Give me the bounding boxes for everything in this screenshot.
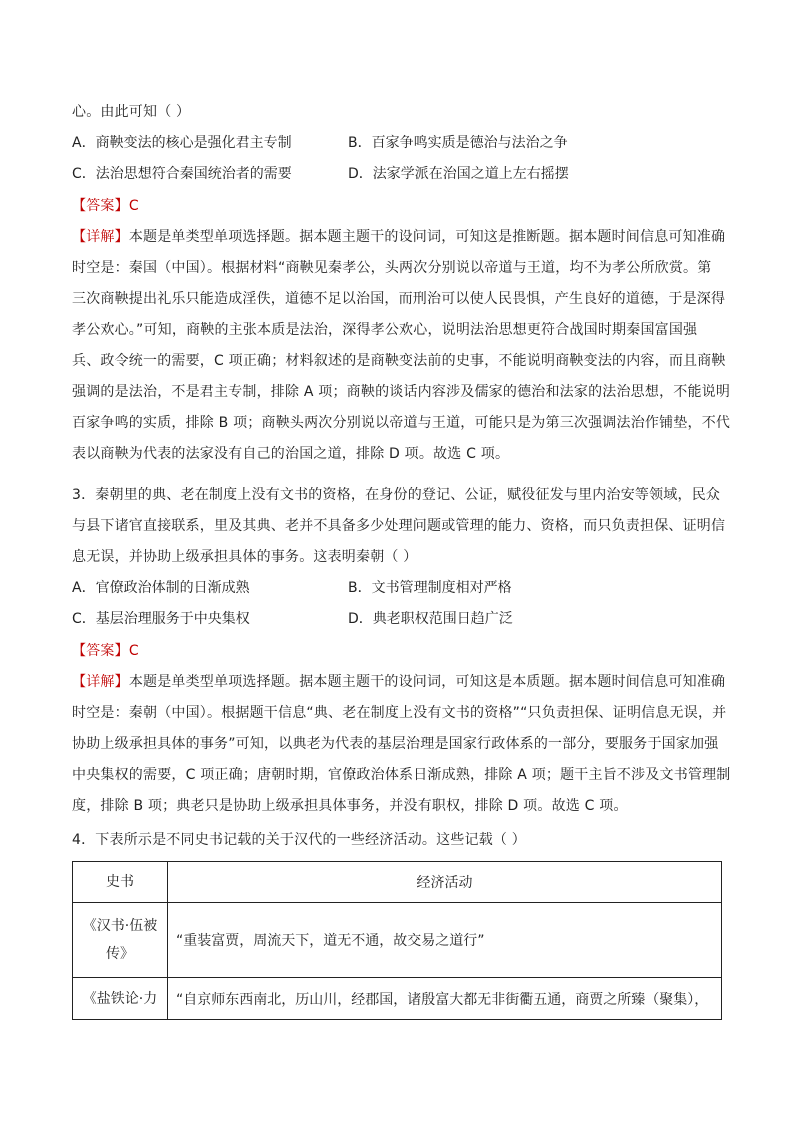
detail-text: 本题是单类型单项选择题。据本题主题干的设问词，可知这是推断题。据本题时间信息可知准确 — [128, 229, 726, 245]
q2-detail-line: 表以商鞅为代表的法家没有自己的治国之道，排除 D 项。故选 C 项。 — [72, 446, 510, 462]
q2-stem-end: 心。由此可知（ ） — [72, 104, 191, 120]
q2-option-b: B．百家争鸣实质是德治与法治之争 — [348, 135, 568, 151]
column-header-book: 史书 — [73, 862, 168, 903]
q2-detail-line: 时空是：秦国（中国）。根据材料“商鞅见秦孝公，头两次分别说以帝道与王道，均不为孝公所欣赏。第 — [72, 260, 712, 276]
q3-answer — [72, 641, 139, 661]
q3-detail-line: 时空是：秦朝（中国）。根据题干信息“典、老在制度上没有文书的资格”“只负责担保、证明信息无误，并 — [72, 705, 727, 721]
q3-stem-line: 息无误，并协助上级承担具体的事务。这表明秦朝（ ） — [72, 549, 418, 565]
q2-option-c: C．法治思想符合秦国统治者的需要 — [72, 166, 292, 182]
table-row — [73, 978, 722, 1020]
cell-book: 《盐铁论·力 — [73, 978, 168, 1020]
answer-value: C — [128, 643, 139, 659]
q4-table — [72, 861, 722, 1020]
q3-detail-line: 协助上级承担具体的事务”可知，以典老为代表的基层治理是国家行政体系的一部分，要服务于国家加强 — [72, 736, 719, 752]
q2-detail-line: 强调的是法治，不是君主专制，排除 A 项；商鞅的谈话内容涉及儒家的德治和法家的法治思想，不能说明 — [72, 384, 731, 400]
cell-book: 《汉书·伍被传》 — [73, 903, 168, 978]
q3-detail-line — [72, 672, 725, 692]
q3-stem-line: 3．秦朝里的典、老在制度上没有文书的资格，在身份的登记、公证，赋役征发与里内治安等领域，民众 — [72, 487, 721, 503]
column-header-activity: 经济活动 — [168, 862, 722, 903]
detail-text: 本题是单类型单项选择题。据本题主题干的设问词，可知这是本质题。据本题时间信息可知准确 — [128, 674, 726, 690]
q2-option-a: A．商鞅变法的核心是强化君主专制 — [72, 135, 292, 151]
q2-detail-line: 兵、政令统一的需要，C 项正确；材料叙述的是商鞅变法前的史事，不能说明商鞅变法的内容，而且商鞅 — [72, 353, 726, 369]
table-row — [73, 903, 722, 978]
cell-activity: “重装富贾，周流天下，道无不通，故交易之道行” — [168, 903, 722, 978]
q2-answer — [72, 196, 139, 216]
q2-detail-line: 百家争鸣的实质，排除 B 项；商鞅头两次分别说以帝道与王道，可能只是为第三次强调法治作铺垫，不代 — [72, 415, 731, 431]
q2-option-d: D．法家学派在治国之道上左右摇摆 — [348, 166, 569, 182]
q2-detail-line: 孝公欢心。”可知，商鞅的主张本质是法治，深得孝公欢心，说明法治思想更符合战国时期秦国富国强 — [72, 322, 698, 338]
answer-tag: 【答案】 — [72, 198, 129, 214]
q3-option-a: A．官僚政治体制的日渐成熟 — [72, 580, 250, 596]
q3-stem-line: 与县下诸官直接联系，里及其典、老并不具备多少处理问题或管理的能力、资格，而只负责担保、证明信 — [72, 518, 726, 534]
q3-option-b: B．文书管理制度相对严格 — [348, 580, 512, 596]
q3-detail-line: 中央集权的需要，C 项正确；唐朝时期，官僚政治体系日渐成熟，排除 A 项；题干主旨不涉及文书管理制 — [72, 767, 731, 783]
answer-value: C — [128, 198, 139, 214]
q3-option-d: D．典老职权范围日趋广泛 — [348, 611, 513, 627]
q2-detail-line — [72, 227, 725, 247]
q3-option-c: C．基层治理服务于中央集权 — [72, 611, 250, 627]
detail-tag: 【详解】 — [72, 229, 129, 245]
q2-detail-line: 三次商鞅提出礼乐只能造成淫佚，道德不足以治国，而刑治可以使人民畏惧，产生良好的道德，于是深得 — [72, 291, 726, 307]
answer-tag: 【答案】 — [72, 643, 129, 659]
detail-tag: 【详解】 — [72, 674, 129, 690]
table-header-row — [73, 862, 722, 903]
q4-stem: 4．下表所示是不同史书记载的关于汉代的一些经济活动。这些记载（ ） — [72, 832, 526, 848]
q3-detail-line: 度，排除 B 项；典老只是协助上级承担具体事务，并没有职权，排除 D 项。故选 C 项。 — [72, 798, 628, 814]
cell-activity: “自京师东西南北，历山川，经郡国，诸殷富大都无非街衢五通，商贾之所臻（聚集）， — [168, 978, 722, 1020]
